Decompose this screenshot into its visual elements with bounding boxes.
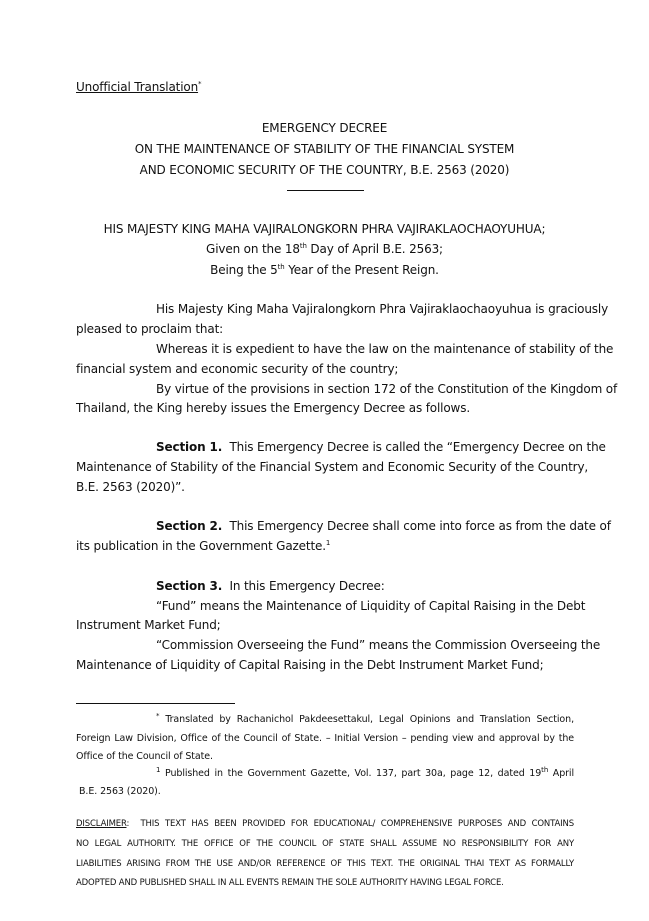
royal-line-2-post: Day of April B.E. 2563;: [306, 242, 443, 256]
preamble-p1-line-1: His Majesty King Maha Vajiralongkorn Phra Vajiraklaochaoyuhua is graciously: [156, 302, 609, 316]
section-3-heading: Section 3.: [156, 579, 223, 593]
royal-line-3: [0, 263, 649, 277]
royal-line-2-sup: th: [299, 242, 307, 250]
section-2-heading: Section 2.: [156, 519, 223, 533]
disclaimer-line-3: LIABILITIES ARISING FROM THE USE AND/OR REFERENCE OF THIS TEXT. THE ORIGINAL THAI TEXT AS FORMALLY: [76, 859, 574, 869]
translation-footnote-mark: *: [198, 80, 202, 88]
footnote-2-mark: 1: [156, 765, 161, 774]
section-2-text-2: its publication in the Government Gazette.: [76, 539, 326, 553]
section-1-line-3: B.E. 2563 (2020)”.: [76, 480, 185, 494]
section-1-line-2: Maintenance of Stability of the Financial System and Economic Security of the Country,: [76, 460, 589, 474]
footnote-2-line-2: B.E. 2563 (2020).: [79, 786, 161, 797]
footnote-1-text-1: Translated by Rachanichol Pakdeesettakul, Legal Opinions and Translation Section,: [165, 714, 574, 725]
royal-line-1: HIS MAJESTY KING MAHA VAJIRALONGKORN PHRA VAJIRAKLAOCHAOYUHUA;: [103, 222, 546, 236]
royal-line-3-sup: th: [277, 263, 285, 271]
title-line-1: EMERGENCY DECREE: [261, 121, 388, 135]
disclaimer-text-1: THIS TEXT HAS BEEN PROVIDED FOR EDUCATIONAL/ COMPREHENSIVE PURPOSES AND CONTAINS: [140, 819, 574, 829]
disclaimer-label: DISCLAIMER: [76, 819, 127, 829]
translation-label-text: Unofficial Translation: [76, 80, 199, 94]
footnote-2-sup: th: [541, 765, 549, 774]
section-2-line-2: [76, 539, 330, 553]
section-1-line-1: [76, 440, 606, 454]
section-3-text-1: In this Emergency Decree:: [229, 579, 385, 593]
section-3-def-2-line-2: Maintenance of Liquidity of Capital Raising in the Debt Instrument Market Fund;: [76, 658, 544, 672]
preamble-p3-line-1: By virtue of the provisions in section 172 of the Constitution of the Kingdom of: [156, 382, 618, 396]
footnote-2-text-post: April: [548, 768, 575, 779]
royal-line-2-pre: Given on the 18: [206, 242, 300, 256]
footnote-1-mark: *: [156, 711, 160, 720]
preamble-p2-line-2: financial system and economic security of the country;: [76, 362, 399, 376]
section-3-def-1-line-1: “Fund” means the Maintenance of Liquidity of Capital Raising in the Debt: [156, 599, 586, 613]
section-2-text-1: This Emergency Decree shall come into force as from the date of: [229, 519, 611, 533]
title-divider: [287, 190, 364, 191]
disclaimer-line-4: ADOPTED AND PUBLISHED SHALL IN ALL EVENTS REMAIN THE SOLE AUTHORITY HAVING LEGAL FORCE.: [76, 878, 504, 888]
royal-line-3-post: Year of the Present Reign.: [284, 263, 439, 277]
preamble-p2-line-1: Whereas it is expedient to have the law on the maintenance of stability of the: [156, 342, 614, 356]
section-2-footnote-ref: 1: [325, 539, 331, 547]
royal-line-3-pre: Being the 5: [210, 263, 278, 277]
section-1-text-1: This Emergency Decree is called the “Emergency Decree on the: [229, 440, 606, 454]
disclaimer-colon: :: [126, 819, 130, 829]
disclaimer-line-2: NO LEGAL AUTHORITY. THE OFFICE OF THE COUNCIL OF STATE SHALL ASSUME NO RESPONSIBILITY FOR ANY: [76, 839, 574, 849]
section-3-line-1: [156, 579, 385, 593]
footnote-1-line-1: [76, 711, 574, 726]
preamble-p3-line-2: Thailand, the King hereby issues the Emergency Decree as follows.: [76, 401, 470, 415]
title-line-2: ON THE MAINTENANCE OF STABILITY OF THE FINANCIAL SYSTEM: [134, 142, 515, 156]
section-3-def-1-line-2: Instrument Market Fund;: [76, 618, 221, 632]
section-1-heading: Section 1.: [156, 440, 223, 454]
royal-line-2: [0, 242, 649, 256]
footnote-2-line-1: [76, 765, 575, 780]
title-line-3: AND ECONOMIC SECURITY OF THE COUNTRY, B.E. 2563 (2020): [139, 163, 510, 177]
footnote-1-line-3: Office of the Council of State.: [76, 751, 213, 762]
section-2-line-1: [76, 519, 611, 533]
footnote-1-line-2: Foreign Law Division, Office of the Council of State. – Initial Version – pending view and approval by the: [76, 733, 574, 744]
translation-label: [76, 80, 201, 94]
preamble-p1-line-2: pleased to proclaim that:: [76, 322, 224, 336]
footnote-separator: [76, 703, 235, 704]
disclaimer-line-1: [76, 818, 574, 830]
section-3-def-2-line-1: “Commission Overseeing the Fund” means the Commission Overseeing the: [156, 638, 601, 652]
footnote-2-text-pre: Published in the Government Gazette, Vol. 137, part 30a, page 12, dated 19: [165, 768, 542, 779]
